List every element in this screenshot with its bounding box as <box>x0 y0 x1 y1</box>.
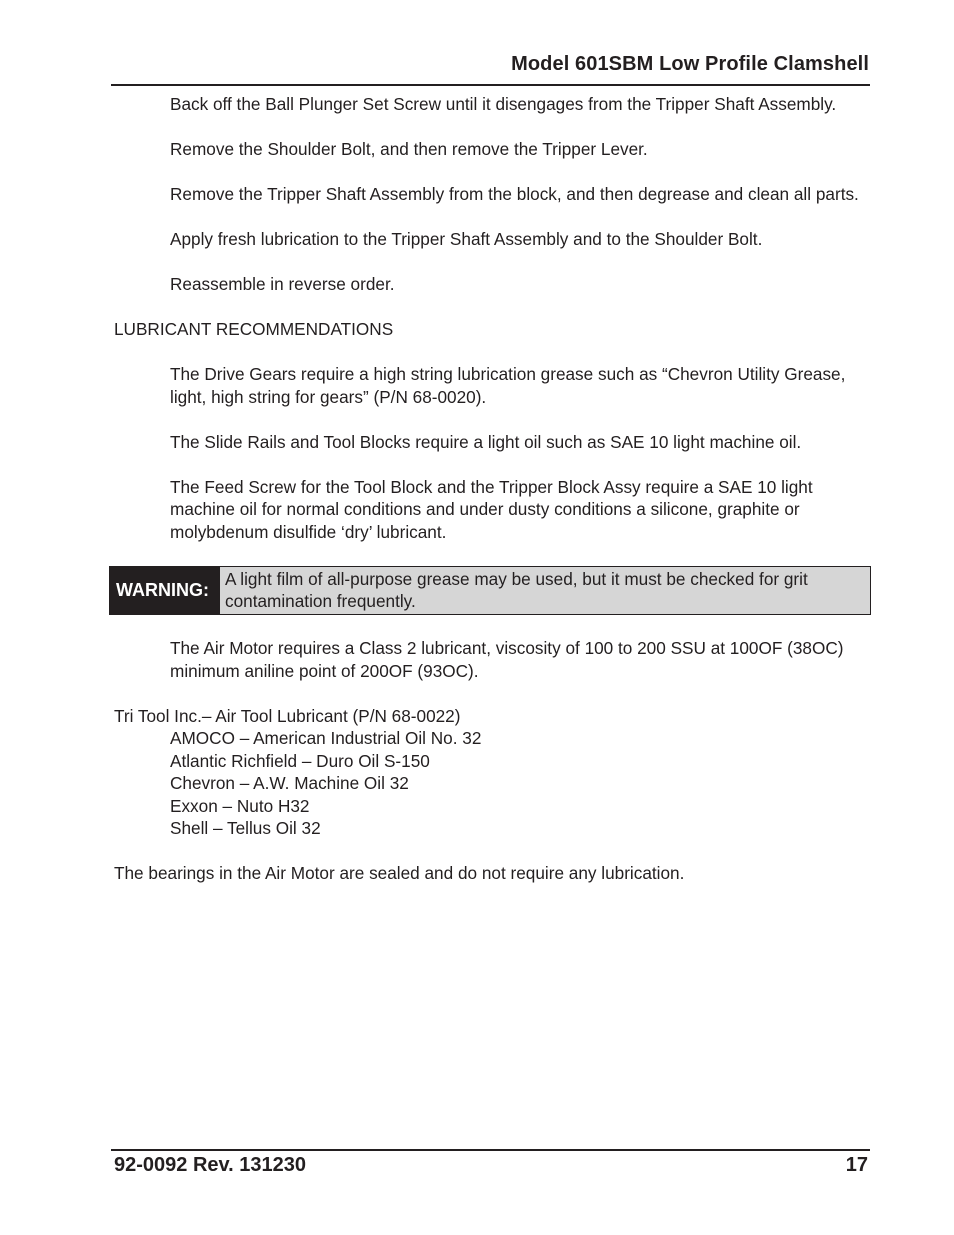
bearings-note: The bearings in the Air Motor are sealed and do not require any lubrication. <box>114 863 685 883</box>
warning-text: A light film of all-purpose grease may be used, but it must be checked for grit contamination frequently. <box>220 567 870 614</box>
section-heading: LUBRICANT RECOMMENDATIONS <box>114 319 394 339</box>
list-item: Exxon – Nuto H32 <box>170 795 310 816</box>
list-item: Chevron – A.W. Machine Oil 32 <box>170 773 409 793</box>
doc-number: 92-0092 Rev. 131230 <box>114 1154 307 1176</box>
list-item: Shell – Tellus Oil 32 <box>170 818 321 838</box>
footer-rule <box>111 1149 870 1151</box>
recommendation-paragraph: The Slide Rails and Tool Blocks require a light oil such as SAE 10 light machine oil. <box>170 431 802 452</box>
recommendation-paragraph: The Feed Screw for the Tool Block and the Tripper Block Assy require a SAE 10 light machine oil for normal conditions and under dusty conditions a silicone, graphite or molybdenum disulfide ‘dry’ lubricant. <box>170 476 813 542</box>
step-paragraph: Back off the Ball Plunger Set Screw until it disengages from the Tripper Shaft Assembly. <box>170 94 837 114</box>
step-paragraph: Apply fresh lubrication to the Tripper Shaft Assembly and to the Shoulder Bolt. <box>170 229 763 249</box>
list-item: Atlantic Richfield – Duro Oil S-150 <box>170 750 430 771</box>
recommendation-paragraph: The Drive Gears require a high string lubrication grease such as “Chevron Utility Grease, light, high string for gears” (P/N 68-0020). <box>170 364 846 407</box>
lubricant-list <box>170 727 874 840</box>
page-content <box>114 93 874 907</box>
step-paragraph: Remove the Shoulder Bolt, and then remove the Tripper Lever. <box>170 139 648 159</box>
warning-label: WARNING: <box>110 567 220 614</box>
lubricant-list-heading: Tri Tool Inc.– Air Tool Lubricant (P/N 68-0022) <box>114 705 461 726</box>
header-rule <box>111 84 870 86</box>
page-header-title: Model 601SBM Low Profile Clamshell <box>511 53 869 75</box>
step-paragraph: Remove the Tripper Shaft Assembly from the block, and then degrease and clean all parts. <box>170 184 859 204</box>
page-number: 17 <box>845 1154 868 1176</box>
list-item: AMOCO – American Industrial Oil No. 32 <box>170 728 482 748</box>
warning-box <box>109 566 871 615</box>
air-motor-paragraph: The Air Motor requires a Class 2 lubricant, viscosity of 100 to 200 SSU at 100OF (38OC) minimum aniline point of 200OF (93OC). <box>170 638 844 681</box>
step-paragraph: Reassemble in reverse order. <box>170 274 395 294</box>
